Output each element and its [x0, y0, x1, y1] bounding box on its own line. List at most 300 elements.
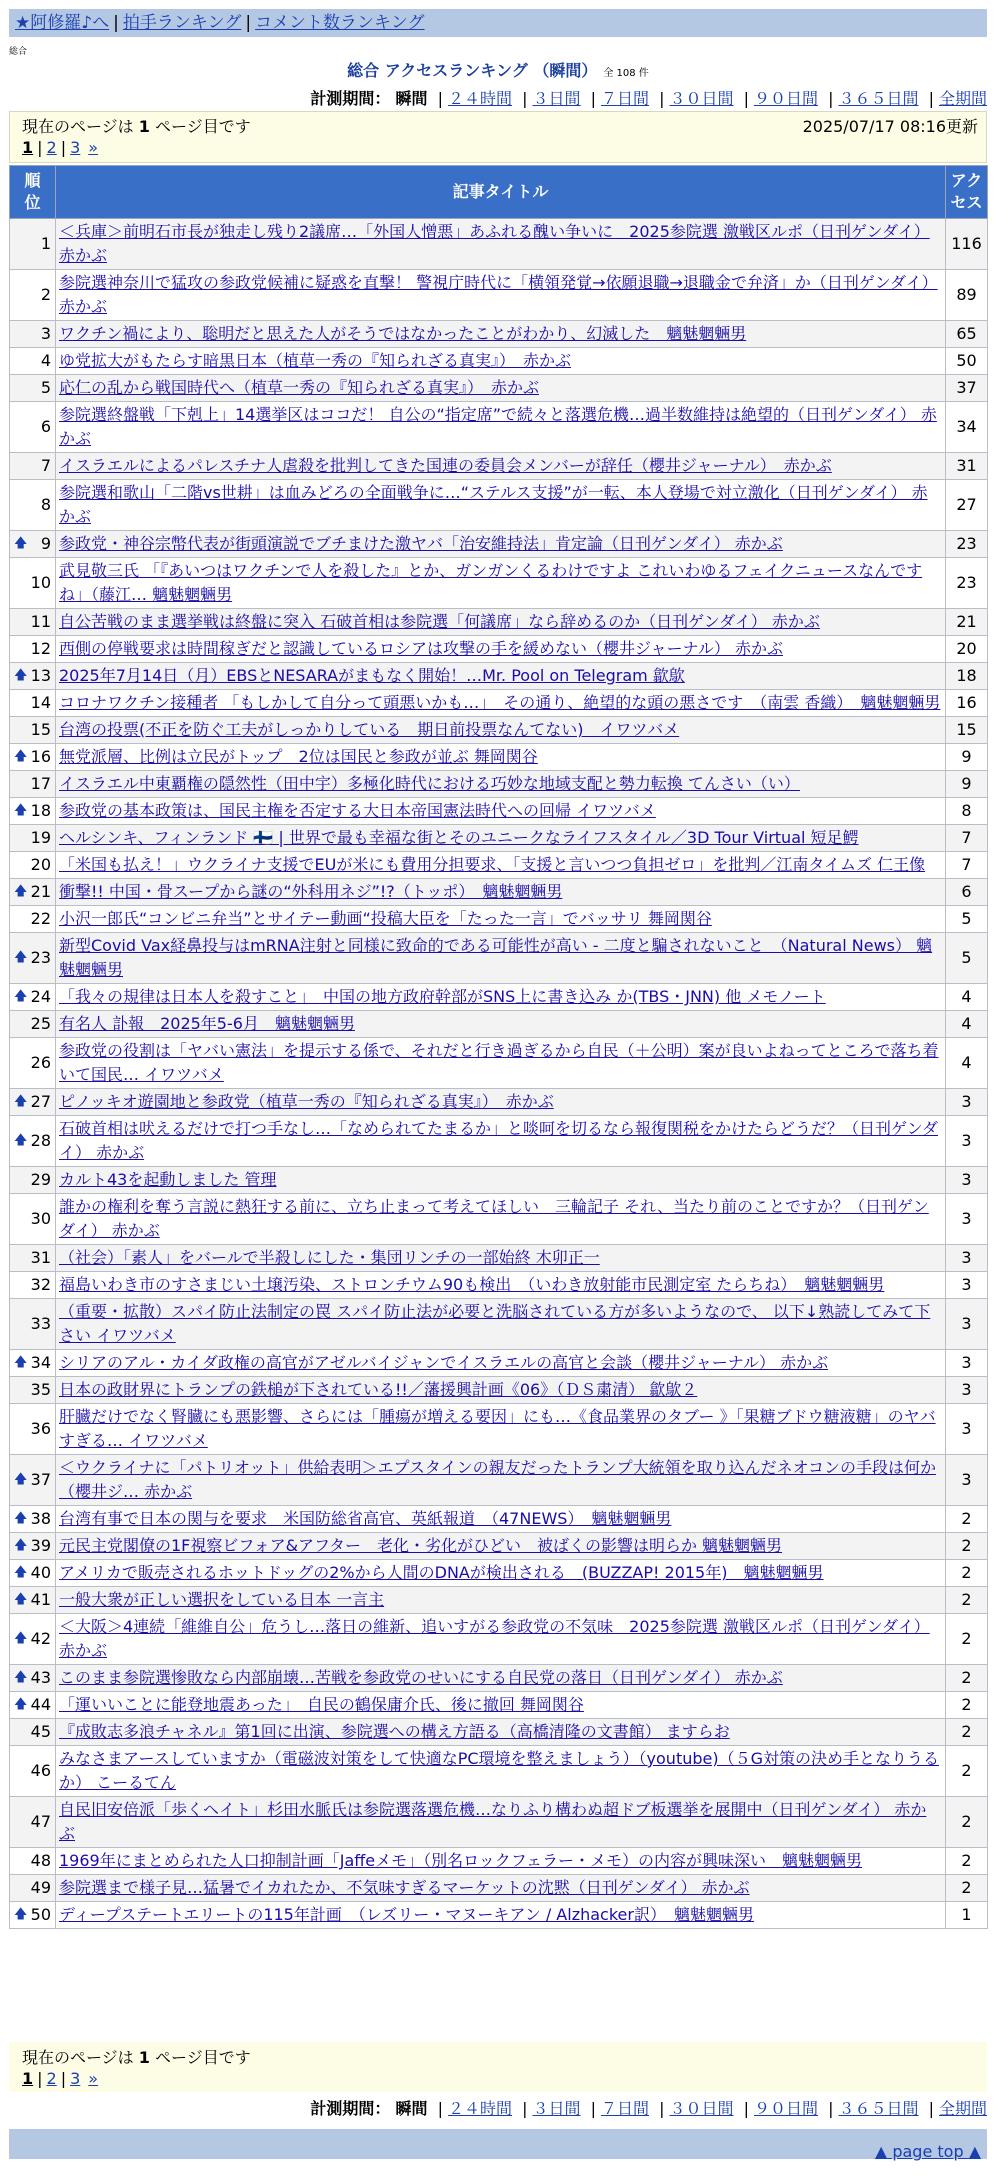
access-count: 89: [946, 270, 988, 321]
article-title-link[interactable]: ゆ党拡大がもたらす暗黒日本（植草一秀の『知られざる真実』） 赤かぶ: [59, 351, 572, 370]
article-title-link[interactable]: ヘルシンキ、フィンランド 🇫🇮 | 世界で最も幸福な街とそのユニークなライフスタイル／3D Tour Virtual 短足鰐: [59, 828, 859, 847]
period-link-24h[interactable]: ２４時間: [447, 2099, 512, 2118]
rank-number: 6: [40, 417, 51, 436]
table-row: [10, 717, 988, 744]
table-row: [10, 531, 988, 558]
article-title-link[interactable]: 誰かの権利を奪う言説に熱狂する前に、立ち止まって考えてほしい 三輪記子 それ、当たり前のことですか？（日刊ゲンダイ） 赤かぶ: [59, 1197, 929, 1240]
page-link-2[interactable]: 2: [46, 2069, 57, 2088]
title-cell: [56, 879, 946, 906]
rank-cell: [10, 1299, 56, 1350]
access-count: 1: [946, 1902, 988, 1929]
title-cell: [56, 984, 946, 1011]
table-row: [10, 1377, 988, 1404]
page-top-link[interactable]: ▲ page top ▲: [874, 2142, 981, 2161]
title-cell: [56, 609, 946, 636]
table-row: [10, 1299, 988, 1350]
article-title-link[interactable]: 応仁の乱から戦国時代へ（植草一秀の『知られざる真実』） 赤かぶ: [59, 378, 540, 397]
rank-number: 26: [30, 1053, 51, 1072]
pager-bottom: [9, 2042, 987, 2092]
access-count: 3: [946, 1089, 988, 1116]
page-link-2[interactable]: 2: [46, 138, 57, 157]
rank-number: 3: [40, 324, 51, 343]
page-links-bottom: 1 | 2 | 3 »: [22, 2069, 99, 2088]
article-title-link[interactable]: みなさまアースしていますか（電磁波対策をして快適なPC環境を整えましょう）（youtube)（５G対策の決め手となりうるか） こーるてん: [59, 1749, 939, 1792]
rank-number: 37: [30, 1470, 51, 1489]
period-label: 計測期間：: [310, 2099, 391, 2118]
rank-number: 23: [30, 948, 51, 967]
article-title-link[interactable]: 石破首相は吠えるだけで打つ手なし…「なめられてたまるか」と啖呵を切るなら報復関税をかけたらどうだ？（日刊ゲンダイ） 赤かぶ: [59, 1119, 939, 1162]
rank-cell: [10, 798, 56, 825]
updated-timestamp: 2025/07/17 08:16更新: [802, 117, 978, 136]
article-title-link[interactable]: 無党派層、比例は立民がトップ 2位は国民と参政が並ぶ 舞岡関谷: [59, 747, 538, 766]
period-link-7d[interactable]: ７日間: [600, 2099, 649, 2118]
title-cell: [56, 933, 946, 984]
article-title-link[interactable]: 台湾の投票(不正を防ぐ工夫がしっかりしている 期日前投票なんてない) イワツバメ: [59, 720, 680, 739]
rank-number: 49: [30, 1878, 51, 1897]
article-title-link[interactable]: 元民主党閣僚の1F視察ビフォア&アフター 老化・劣化がひどい 被ばくの影響は明らか 魑魅魍魎男: [59, 1536, 783, 1555]
table-row: [10, 609, 988, 636]
table-row: [10, 1665, 988, 1692]
access-count: 16: [946, 690, 988, 717]
access-count: 6: [946, 879, 988, 906]
access-count: 2: [946, 1533, 988, 1560]
rank-number: 15: [30, 720, 51, 739]
table-row: [10, 375, 988, 402]
rank-number: 35: [30, 1380, 51, 1399]
access-count: 4: [946, 1011, 988, 1038]
title-cell: [56, 1746, 946, 1797]
rank-up-arrow-icon: 🡅: [14, 1472, 28, 1487]
access-count: 2: [946, 1719, 988, 1746]
access-count: 2: [946, 1614, 988, 1665]
access-count: 2: [946, 1746, 988, 1797]
title-cell: [56, 1902, 946, 1929]
article-title-link[interactable]: 1969年にまとめられた人口抑制計画「Jaffeメモ」（別名ロックフェラー・メモ）の内容が興味深い 魑魅魍魎男: [59, 1851, 862, 1870]
rank-cell: [10, 1089, 56, 1116]
article-title-link[interactable]: 参院選和歌山「二階vs世耕」は血みどろの全面戦争に…“ステルス支援”が一転、本人登場で対立激化（日刊ゲンダイ） 赤かぶ: [59, 483, 928, 526]
table-row: [10, 1848, 988, 1875]
access-count: 3: [946, 1404, 988, 1455]
article-title-link[interactable]: 日本の政財界にトランプの鉄槌が下されている!!／藩援興計画《06》（ＤＳ粛清） 歙歍２: [59, 1380, 698, 1399]
article-title-link[interactable]: このまま参院選惨敗なら内部崩壊…苦戦を参政党のせいにする自民党の落日（日刊ゲンダイ） 赤かぶ: [59, 1668, 783, 1687]
rank-up-arrow-icon: 🡅: [14, 1355, 28, 1370]
title-cell: [56, 1614, 946, 1665]
rank-cell: [10, 1167, 56, 1194]
rank-up-arrow-icon: 🡅: [14, 950, 28, 965]
table-row: [10, 219, 988, 270]
title-cell: [56, 531, 946, 558]
rank-number: 39: [30, 1536, 51, 1555]
rank-number: 25: [30, 1014, 51, 1033]
article-title-link[interactable]: カルト43を起動しました 管理: [59, 1170, 277, 1189]
article-title-link[interactable]: 自公苦戦のまま選挙戦は終盤に突入 石破首相は参院選「何議席」なら辞めるのか（日刊ゲンダイ） 赤かぶ: [59, 612, 820, 631]
rank-up-arrow-icon: 🡅: [14, 1907, 28, 1922]
rank-number: 45: [30, 1722, 51, 1741]
table-row: [10, 663, 988, 690]
rank-cell: [10, 1902, 56, 1929]
access-count: 23: [946, 558, 988, 609]
article-title-link[interactable]: 参院選終盤戦「下剋上」14選挙区はココだ！ 自公の“指定席”で続々と落選危機…過半数維持は絶望的（日刊ゲンダイ） 赤かぶ: [59, 405, 937, 448]
article-title-link[interactable]: （重要・拡散）スパイ防止法制定の罠 スパイ防止法が必要と洗脳されている方が多いようなので、 以下↓熟読してみて下さい イワツバメ: [59, 1302, 931, 1345]
article-title-link[interactable]: 武見敬三氏 「『あいつはワクチンで人を殺した』とか、ガンガンくるわけですよ これいわゆるフェイクニュースなんですね」（藤江… 魑魅魍魎男: [59, 561, 923, 604]
article-title-link[interactable]: 参院選神奈川で猛攻の参政党候補に疑惑を直撃！ 警視庁時代に「横領発覚→依願退職→退職金で弁済」か（日刊ゲンダイ） 赤かぶ: [59, 273, 938, 316]
title-cell: [56, 453, 946, 480]
top-nav-bar: [9, 9, 987, 37]
rank-number: 31: [30, 1248, 51, 1267]
title-cell: [56, 270, 946, 321]
period-label: 計測期間：: [310, 89, 391, 108]
article-title-link[interactable]: 西側の停戦要求は時間稼ぎだと認識しているロシアは攻撃の手を緩めない（櫻井ジャーナル） 赤かぶ: [59, 639, 783, 658]
article-title-link[interactable]: ＜ウクライナに「パトリオット」供給表明＞エプスタインの親友だったトランプ大統領を取り込んだネオコンの手段は何か（櫻井ジ… 赤かぶ: [59, 1458, 936, 1501]
table-row: [10, 453, 988, 480]
rank-number: 18: [30, 801, 51, 820]
rank-cell: [10, 771, 56, 798]
rank-cell: [10, 717, 56, 744]
title-cell: [56, 1245, 946, 1272]
title-cell: [56, 321, 946, 348]
article-title-link[interactable]: 一般大衆が正しい選択をしている日本 一言主: [59, 1590, 385, 1609]
page-links: 1 | 2 | 3 »: [22, 138, 99, 157]
table-row: [10, 480, 988, 531]
table-row: [10, 1533, 988, 1560]
table-row: [10, 321, 988, 348]
rank-cell: [10, 1614, 56, 1665]
access-count: 7: [946, 825, 988, 852]
rank-number: 28: [30, 1131, 51, 1150]
rank-cell: [10, 1194, 56, 1245]
table-row: [10, 1194, 988, 1245]
rank-cell: [10, 1560, 56, 1587]
article-title-link[interactable]: （社会）「素人」をバールで半殺しにした・集団リンチの一部始終 木卯正一: [59, 1248, 600, 1267]
article-title-link[interactable]: 台湾有事で日本の関与を要求 米国防総省高官、英紙報道 （47NEWS） 魑魅魍魎男: [59, 1509, 672, 1528]
access-count: 2: [946, 1692, 988, 1719]
access-count: 9: [946, 744, 988, 771]
period-link-365d[interactable]: ３６５日間: [838, 2099, 919, 2118]
table-row: [10, 1506, 988, 1533]
article-title-link[interactable]: ピノッキオ遊園地と参政党（植草一秀の『知られざる真実』） 赤かぶ: [59, 1092, 554, 1111]
article-title-link[interactable]: ディープステートエリートの115年計画 （レズリー・マヌーキアン / Alzhacker訳） 魑魅魍魎男: [59, 1905, 754, 1924]
article-title-link[interactable]: 肝臓だけでなく腎臓にも悪影響、さらには「腫瘍が増える要因」にも…《食品業界のタブー 》「果糖ブドウ糖液糖」のヤバすぎる… イワツバメ: [59, 1407, 936, 1450]
title-cell: [56, 771, 946, 798]
period-link-30d[interactable]: ３０日間: [669, 2099, 734, 2118]
rank-up-arrow-icon: 🡅: [14, 803, 28, 818]
rank-number: 48: [30, 1851, 51, 1870]
table-row: [10, 1245, 988, 1272]
title-cell: [56, 1194, 946, 1245]
access-count: 8: [946, 798, 988, 825]
title-cell: [56, 1350, 946, 1377]
access-count: 7: [946, 852, 988, 879]
ranking-table-body: [10, 219, 988, 1929]
page-next-link[interactable]: »: [88, 138, 99, 157]
rank-cell: [10, 402, 56, 453]
table-row: [10, 1692, 988, 1719]
title-cell: [56, 1011, 946, 1038]
access-count: 4: [946, 1038, 988, 1089]
genre-tag: 総合: [9, 47, 28, 57]
rank-cell: [10, 1719, 56, 1746]
rank-cell: [10, 1692, 56, 1719]
rank-cell: [10, 558, 56, 609]
rank-number: 11: [30, 612, 51, 631]
access-count: 3: [946, 1350, 988, 1377]
table-row: [10, 348, 988, 375]
table-row: [10, 1011, 988, 1038]
rank-cell: [10, 480, 56, 531]
article-title-link[interactable]: ＜大阪＞4連続「維維自公」危うし…落日の維新、追いすがる参政党の不気味 2025参院選 激戦区ルポ（日刊ゲンダイ） 赤かぶ: [59, 1617, 930, 1660]
period-link-365d[interactable]: ３６５日間: [838, 89, 919, 108]
rank-cell: [10, 1665, 56, 1692]
access-count: 3: [946, 1167, 988, 1194]
ranking-table: [9, 165, 988, 1929]
access-count: 3: [946, 1272, 988, 1299]
access-count: 3: [946, 1377, 988, 1404]
title-cell: [56, 1719, 946, 1746]
period-link-all[interactable]: 全期間: [938, 89, 987, 108]
title-cell: [56, 375, 946, 402]
page-title: [0, 58, 996, 81]
page-current-1: 1: [22, 138, 34, 157]
period-selector-top: 計測期間： 瞬間 | ２４時間 | ３日間 | ７日間 | ３０日間 | ９０日間 | ３６５日間 | 全期間: [310, 89, 987, 108]
rank-number: 30: [30, 1209, 51, 1228]
rank-cell: [10, 1506, 56, 1533]
article-title-link[interactable]: 参政党・神谷宗幣代表が街頭演説でブチまけた激ヤバ「治安維持法」肯定論（日刊ゲンダイ） 赤かぶ: [59, 534, 783, 553]
access-count: 3: [946, 1299, 988, 1350]
page-status: 現在のページは 1 ページ目です: [22, 117, 251, 136]
article-title-link[interactable]: イスラエル中東覇権の隠然性（田中宇）多極化時代における巧妙な地域支配と勢力転換 てんさい（い）: [59, 774, 800, 793]
rank-number: 5: [40, 378, 51, 397]
rank-up-arrow-icon: 🡅: [14, 668, 28, 683]
title-cell: [56, 1848, 946, 1875]
access-count: 18: [946, 663, 988, 690]
rank-number: 8: [40, 495, 51, 514]
rank-number: 9: [40, 534, 51, 553]
header-rank: 順位: [10, 166, 56, 219]
access-count: 50: [946, 348, 988, 375]
rank-cell: [10, 1377, 56, 1404]
title-cell: [56, 636, 946, 663]
period-link-all[interactable]: 全期間: [938, 2099, 987, 2118]
title-cell: [56, 1797, 946, 1848]
rank-cell: [10, 1011, 56, 1038]
nav-link-asyura[interactable]: ★阿修羅♪へ: [15, 13, 110, 33]
article-title-link[interactable]: 衝撃!! 中国・骨スープから謎の“外科用ネジ”!?（トッポ） 魑魅魍魎男: [59, 882, 563, 901]
article-title-link[interactable]: ワクチン禍により、聡明だと思えた人がそうではなかったことがわかり、幻滅した 魑魅魍魎男: [59, 324, 747, 343]
access-count: 37: [946, 375, 988, 402]
title-cell: [56, 798, 946, 825]
rank-cell: [10, 690, 56, 717]
title-cell: [56, 1089, 946, 1116]
rank-up-arrow-icon: 🡅: [14, 1094, 28, 1109]
table-row: [10, 1560, 988, 1587]
table-row: [10, 1614, 988, 1665]
article-title-link[interactable]: 小沢一郎氏“コンビニ弁当”とサイテー動画“投稿大臣を「たった一言」でバッサリ 舞岡関谷: [59, 909, 712, 928]
table-row: [10, 1587, 988, 1614]
access-count: 34: [946, 402, 988, 453]
rank-up-arrow-icon: 🡅: [14, 884, 28, 899]
table-row: [10, 771, 988, 798]
nav-link-clap-ranking[interactable]: 拍手ランキング: [122, 13, 242, 33]
table-row: [10, 636, 988, 663]
rank-number: 40: [30, 1563, 51, 1582]
rank-up-arrow-icon: 🡅: [14, 1565, 28, 1580]
rank-cell: [10, 636, 56, 663]
page-link-3[interactable]: 3: [70, 2069, 81, 2088]
page-next-link[interactable]: »: [88, 2069, 99, 2088]
rank-number: 36: [30, 1419, 51, 1438]
rank-number: 42: [30, 1629, 51, 1648]
rank-number: 14: [30, 693, 51, 712]
article-title-link[interactable]: 2025年7月14日（月）EBSとNESARAがまもなく開始！…Mr. Pool on Telegram 歙歍: [59, 666, 685, 685]
rank-up-arrow-icon: 🡅: [14, 989, 28, 1004]
rank-number: 19: [30, 828, 51, 847]
rank-cell: [10, 1875, 56, 1902]
rank-cell: [10, 609, 56, 636]
rank-cell: [10, 531, 56, 558]
title-cell: [56, 906, 946, 933]
access-count: 9: [946, 771, 988, 798]
page-status-bottom: 現在のページは 1 ページ目です: [22, 2048, 251, 2067]
access-count: 116: [946, 219, 988, 270]
table-row: [10, 558, 988, 609]
rank-number: 16: [30, 747, 51, 766]
rank-number: 21: [30, 882, 51, 901]
rank-cell: [10, 348, 56, 375]
period-link-90d[interactable]: ９０日間: [753, 2099, 818, 2118]
article-title-link[interactable]: アメリカで販売されるホットドッグの2%から人間のDNAが検出される (BUZZAP! 2015年) 魑魅魍魎男: [59, 1563, 824, 1582]
rank-up-arrow-icon: 🡅: [14, 536, 28, 551]
article-title-link[interactable]: ＜兵庫＞前明石市長が独走し残り2議席…「外国人憎悪」あふれる醜い争いに 2025参院選 激戦区ルポ（日刊ゲンダイ） 赤かぶ: [59, 222, 930, 265]
title-cell: [56, 744, 946, 771]
title-cell: [56, 219, 946, 270]
rank-cell: [10, 825, 56, 852]
rank-cell: [10, 1038, 56, 1089]
article-title-link[interactable]: 「運いいことに能登地震あった」 自民の鶴保庸介氏、後に撤回 舞岡関谷: [59, 1695, 584, 1714]
table-row: [10, 1797, 988, 1848]
rank-cell: [10, 219, 56, 270]
title-cell: [56, 1455, 946, 1506]
article-title-link[interactable]: 福島いわき市のすさまじい土壌汚染、ストロンチウム90も検出 （いわき放射能市民測定室 たらちね） 魑魅魍魎男: [59, 1275, 885, 1294]
rank-cell: [10, 984, 56, 1011]
article-title-link[interactable]: 「米国も払え！」ウクライナ支援でEUが米にも費用分担要求、「支援と言いつつ負担ゼロ」を批判／江南タイムズ 仁王像: [59, 855, 926, 874]
article-title-link[interactable]: 新型Covid Vax経鼻投与はmRNA注射と同様に致命的である可能性が高い - 二度と騙されないこと （Natural News） 魑魅魍魎男: [59, 936, 933, 979]
header-access: アクセス: [946, 166, 988, 219]
period-link-30d[interactable]: ３０日間: [669, 89, 734, 108]
title-cell: [56, 1404, 946, 1455]
period-link-7d[interactable]: ７日間: [600, 89, 649, 108]
rank-number: 24: [30, 987, 51, 1006]
title-cell: [56, 480, 946, 531]
table-row: [10, 690, 988, 717]
article-title-link[interactable]: 参政党の役割は「ヤバい憲法」を提示する係で、それだと行き過ぎるから自民（＋公明）案が良いよねってところで落ち着いて国民… イワツバメ: [59, 1041, 939, 1084]
article-title-link[interactable]: イスラエルによるパレスチナ人虐殺を批判してきた国連の委員会メンバーが辞任（櫻井ジャーナル） 赤かぶ: [59, 456, 832, 475]
title-cell: [56, 1377, 946, 1404]
article-title-link[interactable]: コロナワクチン接種者 「もしかして自分って頭悪いかも…」 その通り、絶望的な頭の悪さです （南雲 香織） 魑魅魍魎男: [59, 693, 941, 712]
access-count: 15: [946, 717, 988, 744]
table-row: [10, 879, 988, 906]
rank-number: 2: [40, 285, 51, 304]
pager-top: [9, 111, 987, 163]
table-row: [10, 1902, 988, 1929]
title-cell: [56, 1692, 946, 1719]
period-link-90d[interactable]: ９０日間: [753, 89, 818, 108]
rank-cell: [10, 663, 56, 690]
table-row: [10, 984, 988, 1011]
access-count: 5: [946, 933, 988, 984]
period-link-3d[interactable]: ３日間: [532, 89, 581, 108]
rank-cell: [10, 744, 56, 771]
access-count: 65: [946, 321, 988, 348]
table-row: [10, 906, 988, 933]
article-title-link[interactable]: シリアのアル・カイダ政権の高官がアゼルバイジャンでイスラエルの高官と会談（櫻井ジャーナル） 赤かぶ: [59, 1353, 829, 1372]
page-current-1: 1: [22, 2069, 34, 2088]
table-row: [10, 1038, 988, 1089]
access-count: 2: [946, 1665, 988, 1692]
article-title-link[interactable]: 有名人 訃報 2025年5-6月 魑魅魍魎男: [59, 1014, 355, 1033]
nav-link-comment-ranking[interactable]: コメント数ランキング: [255, 13, 425, 33]
title-cell: [56, 663, 946, 690]
rank-cell: [10, 879, 56, 906]
rank-number: 34: [30, 1353, 51, 1372]
period-current: 瞬間: [395, 2099, 428, 2118]
rank-cell: [10, 1587, 56, 1614]
access-count: 3: [946, 1245, 988, 1272]
access-count: 27: [946, 480, 988, 531]
table-row: [10, 825, 988, 852]
article-title-link[interactable]: 「我々の規律は日本人を殺すこと」 中国の地方政府幹部がSNS上に書き込み か(TBS・JNN) 他 メモノート: [59, 987, 826, 1006]
table-row: [10, 1272, 988, 1299]
rank-up-arrow-icon: 🡅: [14, 1670, 28, 1685]
article-title-link[interactable]: 参政党の基本政策は、国民主権を否定する大日本帝国憲法時代への回帰 イワツバメ: [59, 801, 656, 820]
access-count: 23: [946, 531, 988, 558]
rank-cell: [10, 1848, 56, 1875]
access-count: 3: [946, 1194, 988, 1245]
rank-number: 44: [30, 1695, 51, 1714]
period-link-3d[interactable]: ３日間: [532, 2099, 581, 2118]
rank-number: 50: [30, 1905, 51, 1924]
rank-up-arrow-icon: 🡅: [14, 749, 28, 764]
rank-number: 17: [30, 774, 51, 793]
table-row: [10, 270, 988, 321]
title-cell: [56, 1272, 946, 1299]
rank-cell: [10, 1404, 56, 1455]
rank-number: 43: [30, 1668, 51, 1687]
rank-number: 38: [30, 1509, 51, 1528]
period-link-24h[interactable]: ２４時間: [447, 89, 512, 108]
rank-number: 32: [30, 1275, 51, 1294]
table-row: [10, 1089, 988, 1116]
table-row: [10, 852, 988, 879]
access-count: 5: [946, 906, 988, 933]
rank-number: 46: [30, 1761, 51, 1780]
table-row: [10, 1116, 988, 1167]
title-cell: [56, 1299, 946, 1350]
article-title-link[interactable]: 自民旧安倍派「歩くヘイト」杉田水脈氏は参院選落選危機…なりふり構わぬ超ドブ板選挙を展開中（日刊ゲンダイ） 赤かぶ: [59, 1800, 927, 1843]
title-cell: [56, 1665, 946, 1692]
title-cell: [56, 348, 946, 375]
rank-number: 13: [30, 666, 51, 685]
table-header-row: [10, 166, 988, 219]
table-row: [10, 1746, 988, 1797]
rank-number: 29: [30, 1170, 51, 1189]
article-title-link[interactable]: 『成敗志多浪チャネル』第1回に出演、参院選への構え方語る（高橋清隆の文書館） ますらお: [59, 1722, 730, 1741]
page-link-3[interactable]: 3: [70, 138, 81, 157]
rank-up-arrow-icon: 🡅: [14, 1631, 28, 1646]
table-row: [10, 744, 988, 771]
rank-cell: [10, 1455, 56, 1506]
footer-bar: [9, 2129, 987, 2159]
article-title-link[interactable]: 参院選まで様子見…猛暑でイカれたか、不気味すぎるマーケットの沈黙（日刊ゲンダイ） 赤かぶ: [59, 1878, 750, 1897]
